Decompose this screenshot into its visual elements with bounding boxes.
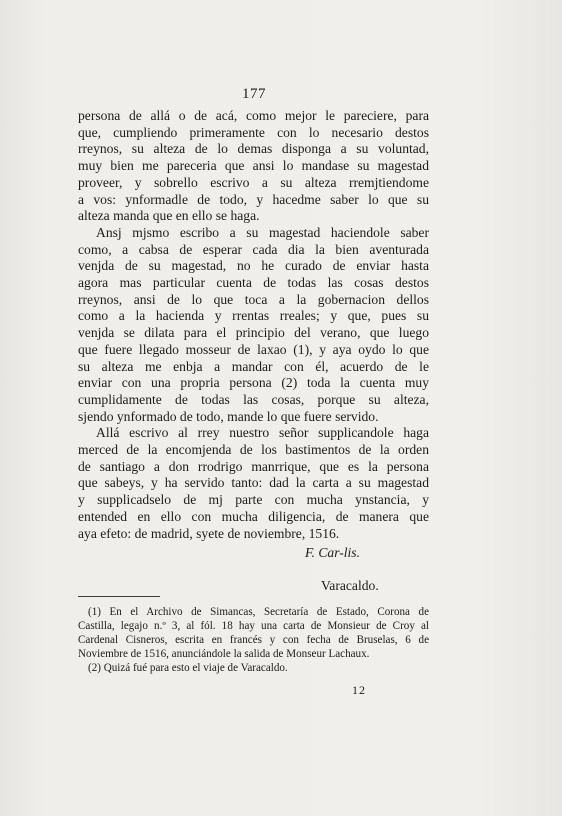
body-line: entended en ello con mucha diligencia, de manera que	[78, 508, 429, 524]
body-line: como a la hacienda y rrentas rreales; y que, pues su	[78, 308, 429, 324]
body-line: persona de allá o de acá, como mejor le pareciere, para	[78, 108, 429, 123]
body-line: Ansj mjsmo escribo a su magestad haciendole saber	[96, 224, 429, 240]
letter-body	[78, 108, 429, 542]
footnotes	[78, 605, 429, 675]
body-line: alteza manda que en ello se haga.	[78, 208, 260, 224]
printer-signature-mark: 12	[352, 683, 366, 697]
footnote-line: Castilla, legajo n.º 3, al fól. 18 hay una carta de Monsieur de Croy al	[78, 620, 429, 632]
body-line: y supplicadselo de mj parte con mucha ynstancia, y	[78, 492, 429, 508]
body-line: rreynos, ansi de lo que toca a la gobernacion dellos	[78, 291, 429, 307]
body-line: enviar con una propria persona (2) toda la cuenta muy	[78, 375, 429, 391]
body-line: de santiago a don rrodrigo manrrique, que es la persona	[78, 458, 429, 474]
page-number: 177	[242, 86, 266, 102]
footnote-divider	[78, 596, 160, 597]
body-line: su alteza me enbja a mandar con él, acuerdo de le	[78, 358, 429, 374]
body-line: agora mas particular cuenta de todas las cosas destos	[78, 275, 429, 291]
body-line: merced de la encomjenda de los bastimentos de la orden	[78, 442, 429, 458]
body-line: que sabeys, y ha servido tanto: dad la carta a su magestad	[78, 475, 429, 491]
body-line: que, cumpliendo primeramente con lo necesario destos	[78, 124, 429, 140]
footnote-line: (2) Quizá fué para esto el viaje de Varacaldo.	[88, 662, 288, 674]
body-line: aya efeto: de madrid, syete de noviembre, 1516.	[78, 525, 340, 541]
signature-secretary: Varacaldo.	[321, 578, 379, 593]
signature-author: F. Car-lis.	[305, 545, 360, 560]
body-line: rreynos, su alteza de lo demas disponga a su voluntad,	[78, 141, 429, 157]
body-line: venjda de su magestad, no he curado de enviar hasta	[78, 258, 429, 274]
body-line: sjendo ynformado de todo, mande lo que fuere servido.	[78, 408, 379, 424]
body-line: cumplidamente de todas las cosas, porque su alteza,	[78, 391, 429, 407]
body-line: a vos: ynformadle de todo, y hacedme saber lo que su	[78, 191, 429, 207]
body-line: que fuere llegado mosseur de laxao (1), y aya oydo lo que	[78, 341, 429, 357]
body-line: Allá escrivo al rrey nuestro señor supplicandole haga	[96, 425, 429, 441]
body-line: venjda se dilata para el principio del verano, que luego	[78, 325, 429, 341]
footnote-line: Noviembre de 1516, anunciándole la salida de Monseur Lachaux.	[78, 648, 370, 660]
body-line: proveer, y sobrello escrivo a su alteza rremjtiendome	[78, 174, 429, 190]
body-line: como, a cabsa de esperar cada dia la bien aventurada	[78, 241, 429, 257]
footnote-line: Cardenal Cisneros, escrita en francés y con fecha de Bruselas, 6 de	[78, 634, 429, 646]
footnote-line: (1) En el Archivo de Simancas, Secretaría de Estado, Corona de	[88, 606, 429, 618]
body-line: muy bien me pareceria que ansi lo mandase su magestad	[78, 158, 429, 174]
